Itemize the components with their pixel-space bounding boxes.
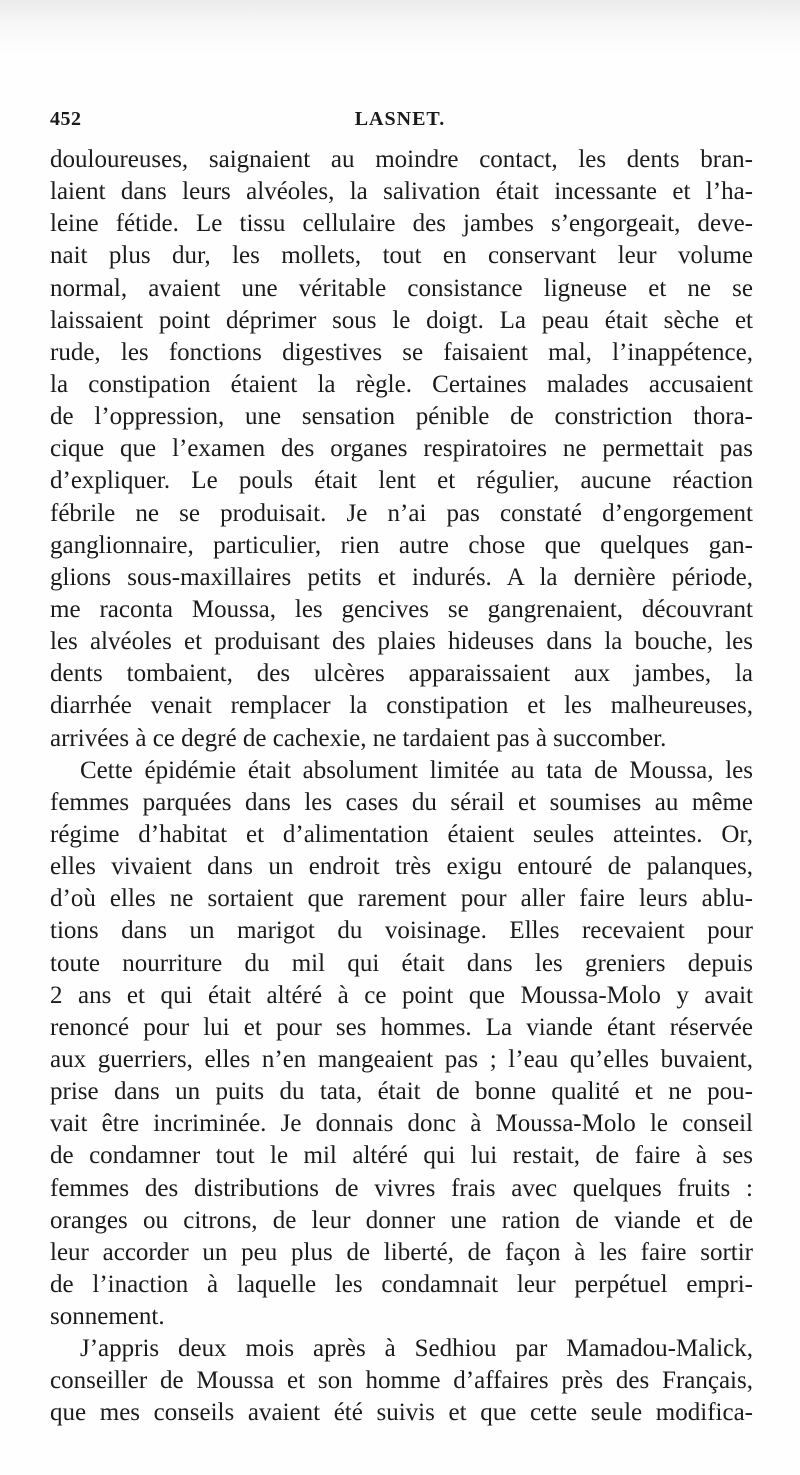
text-line: Cette épidémie était absolument limitée au tata de Moussa, les: [80, 756, 753, 784]
text-line: conseiller de Moussa et son homme d’affaires près des Français,: [50, 1367, 753, 1395]
text-line: femmes des distributions de vivres frais avec quelques fruits :: [50, 1174, 753, 1202]
text-line: laissaient point déprimer sous le doigt. La peau était sèche et: [50, 306, 753, 334]
text-line: elles vivaient dans un endroit très exigu entouré de palanques,: [50, 853, 753, 881]
text-line: prise dans un puits du tata, était de bonne qualité et ne pou-: [50, 1078, 753, 1106]
text-line: cique que l’examen des organes respiratoires ne permettait pas: [50, 435, 753, 463]
running-head: [50, 108, 750, 132]
scan-shadow: [0, 0, 800, 70]
page-number: 452: [50, 108, 82, 130]
text-line: diarrhée venait remplacer la constipation et les malheureuses,: [50, 692, 753, 720]
text-line: de condamner tout le mil altéré qui lui restait, de faire à ses: [50, 1142, 753, 1170]
text-line: oranges ou citrons, de leur donner une ration de viande et de: [50, 1206, 753, 1234]
text-line: de l’inaction à laquelle les condamnait leur perpétuel empri-: [50, 1270, 753, 1298]
text-line: d’expliquer. Le pouls était lent et régulier, aucune réaction: [50, 467, 753, 495]
text-line: les alvéoles et produisant des plaies hideuses dans la bouche, les: [50, 628, 753, 656]
text-line: vait être incriminée. Je donnais donc à Moussa-Molo le conseil: [50, 1110, 753, 1138]
text-line: toute nourriture du mil qui était dans les greniers depuis: [50, 949, 753, 977]
text-line: tions dans un marigot du voisinage. Elles recevaient pour: [50, 917, 753, 945]
text-line: arrivées à ce degré de cachexie, ne tardaient pas à succomber.: [50, 724, 667, 752]
text-line: la constipation étaient la règle. Certaines malades accusaient: [50, 370, 753, 398]
text-line: 2 ans et qui était altéré à ce point que Moussa-Molo y avait: [50, 981, 753, 1009]
text-line: ganglionnaire, particulier, rien autre chose que quelques gan-: [50, 531, 753, 559]
text-line: douloureuses, saignaient au moindre contact, les dents bran-: [50, 146, 753, 173]
body-text: [50, 144, 753, 1430]
text-line: que mes conseils avaient été suivis et que cette seule modifica-: [50, 1399, 753, 1427]
text-line: dents tombaient, des ulcères apparaissaient aux jambes, la: [50, 660, 753, 688]
text-line: normal, avaient une véritable consistance ligneuse et ne se: [50, 274, 753, 302]
text-line: rude, les fonctions digestives se faisaient mal, l’inappétence,: [50, 338, 753, 366]
text-line: laient dans leurs alvéoles, la salivation était incessante et l’ha-: [50, 178, 753, 206]
text-line: sonnement.: [50, 1303, 165, 1331]
text-line: fébrile ne se produisait. Je n’ai pas constaté d’engorgement: [50, 499, 753, 527]
text-line: leine fétide. Le tissu cellulaire des jambes s’engorgeait, deve-: [50, 210, 753, 238]
running-title: LASNET.: [354, 108, 446, 130]
text-line: femmes parquées dans les cases du sérail et soumises au même: [50, 788, 753, 816]
text-line: glions sous-maxillaires petits et indurés. A la dernière période,: [50, 563, 753, 591]
text-line: nait plus dur, les mollets, tout en conservant leur volume: [50, 242, 753, 270]
text-line: régime d’habitat et d’alimentation étaient seules atteintes. Or,: [50, 820, 753, 848]
text-line: aux guerriers, elles n’en mangeaient pas ; l’eau qu’elles buvaient,: [50, 1045, 753, 1073]
text-line: de l’oppression, une sensation pénible de constriction thora-: [50, 403, 753, 431]
text-line: d’où elles ne sortaient que rarement pour aller faire leurs ablu-: [50, 885, 753, 913]
text-line: me raconta Moussa, les gencives se gangrenaient, découvrant: [50, 595, 753, 623]
text-line: leur accorder un peu plus de liberté, de façon à les faire sortir: [50, 1238, 753, 1266]
text-line: J’appris deux mois après à Sedhiou par Mamadou-Malick,: [80, 1335, 753, 1363]
text-line: renoncé pour lui et pour ses hommes. La viande étant réservée: [50, 1013, 753, 1041]
